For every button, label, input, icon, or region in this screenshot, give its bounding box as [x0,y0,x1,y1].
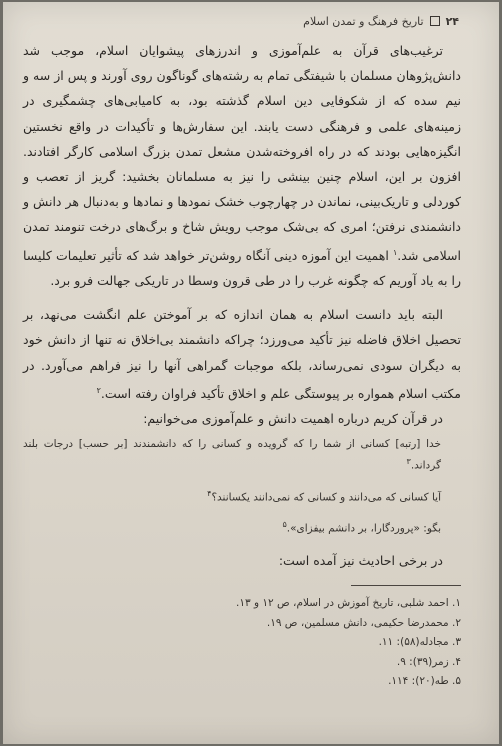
footnote-ref-2: ۲ [96,385,101,395]
book-page [3,2,499,744]
quote-2: آیا کسانی که می‌دانند و کسانی که نمی‌دانند یکسانند؟$^۴$ [207,488,441,504]
footnote-ref-3: ۳ [406,457,411,467]
paragraph-2-text: البته باید دانست اسلام به همان اندازه که بر آموختن علم انگشت می‌نهد، بر تحصیل اخلاق فاضله نیز تأکید می‌ورزد؛ چراکه دانشمند بی‌اخلاق نه تنها از دانش خود به دیگران سودی نمی‌رساند، بلکه موجبات گمراهی آنها را نیز فراهم می‌آورد. در مکتب اسلام همواره بر پیوستگی علم و اخلاق تأکید فراوان رفته است. [23,307,461,401]
paragraph-1 [23,38,461,293]
footnote-item: ۲. محمدرضا حکیمی، دانش مسلمین، ص ۱۹. [266,616,461,629]
square-ornament-icon [430,16,440,26]
footnote-ref-5: ۵ [282,520,287,530]
footnotes [23,594,461,692]
book-title: تاریخ فرهنگ و تمدن اسلام [303,14,424,28]
quote-3: بگو: «پروردگارا، بر دانشم بیفزای».$^۵$ [282,520,441,535]
footnote-item: ۱. احمد شلبی، تاریخ آموزش در اسلام، ص ۱۲ و ۱۳. [236,597,461,610]
quran-intro: در قرآن کریم درباره اهمیت دانش و علم‌آموزی می‌خوانیم: [143,411,443,427]
footnote-ref-1: ۱ [392,247,398,257]
footnote-ref-4: ۴ [207,488,212,498]
paragraph-2 [23,302,461,406]
quote-1: خدا [رتبه] کسانی از شما را که گرویده و کسانی را که دانشمندند [بر حسب] درجات بلند گرداند.$^۳$ [23,438,441,472]
page-number: ۲۴ [445,14,459,28]
footnote-item: ۳. مجادله(۵۸): ۱۱. [378,636,461,649]
footnote-divider [351,585,461,586]
footnote-item: ۴. زمر(۳۹): ۹. [396,655,461,668]
footnote-item: ۵. طه(۲۰): ۱۱۴. [388,675,461,688]
paragraph-1-continuation: اهمیت این آموزه دینی آنگاه روشن‌تر خواهد شد که تأثیر تعلیمات کلیسا را به یاد آوریم که چگونه غرب را در طی قرون وسطا در تاریکی جهالت فرو برد. [23,247,461,288]
running-header [43,12,459,30]
hadith-intro: در برخی احادیث نیز آمده است: [278,552,443,568]
main-text [23,38,461,692]
paragraph-1-text: ترغیب‌های قرآن به علم‌آموزی و اندرزهای پیشوایان اسلام، موجب شد دانش‌پژوهان مسلمان با شیفتگی تمام به رشته‌های گوناگون روی آورند و پس از سه و نیم سده که از شکوفایی دین اسلام گذشته بود، به کامیابی‌های چشمگیری در زمینه‌های علمی و فرهنگی دست یابند. این سفارش‌ها و تأکیدات در واقع نخستین انگیزه‌هایی بودند که در راه افروخته‌شدن مشعل تمدن بزرگ اسلامی کارگر افتادند. افزون بر این، اسلام چنین بینشی را نیز به مسلمانان بخشید: گریز از تعصب و کوردلی و تاریک‌بینی، نماندن در چهارچوب خشک نمودها و نمادها و به‌دنبال هر دانش و دانشمندی نرفتن؛ امری که بی‌شک موجب رویش شاخ و برگ‌های درخت تنومند تمدن اسلامی شد. [23,43,461,263]
quran-quotes [23,435,441,538]
